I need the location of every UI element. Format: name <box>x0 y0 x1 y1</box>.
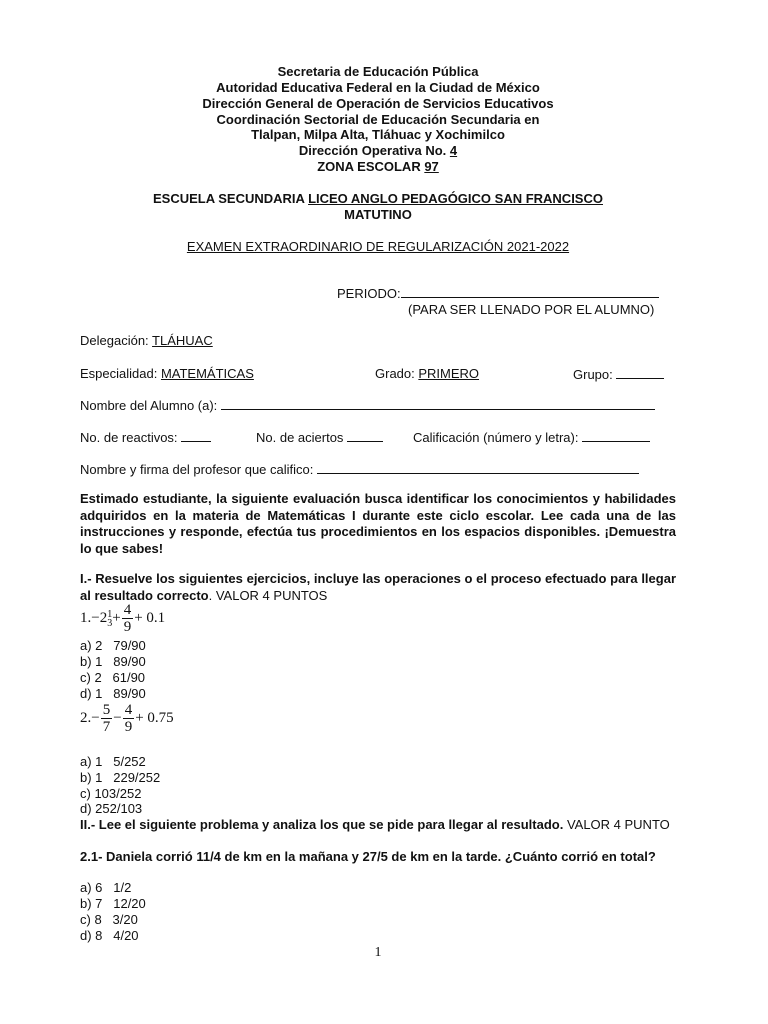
profesor-row <box>80 461 639 477</box>
school-prefix: ESCUELA SECUNDARIA <box>153 191 309 206</box>
intro-paragraph: Estimado estudiante, la siguiente evaluación busca identificar los conocimientos y habilidades adquiridos en la materia de Matemáticas I durante este ciclo escolar. Lee cada una de las instrucciones y responde, efectúa tus procedimientos en los espacios disponibles. ¡Demuestra lo que sabes! <box>80 491 676 556</box>
periodo-label: PERIODO: <box>337 286 401 301</box>
q21-option[interactable]: c) 8 3/20 <box>80 912 138 927</box>
especialidad-value: MATEMÁTICAS <box>160 366 254 381</box>
q1-prefix: 1.−2 <box>80 609 108 626</box>
school-line <box>0 191 756 206</box>
profesor-label: Nombre y firma del profesor que califico: <box>80 462 317 477</box>
q1-option[interactable]: b) 1 89/90 <box>80 654 146 669</box>
section-2-instructions <box>80 817 676 834</box>
q2-option[interactable]: d) 252/103 <box>80 801 143 816</box>
section-1-value: . VALOR 4 PUNTOS <box>208 587 328 603</box>
q1-fraction-den: 9 <box>123 619 132 635</box>
header-line-6 <box>0 143 756 158</box>
direccion-number: 4 <box>449 143 458 158</box>
q2-fraction-1-num: 5 <box>102 702 111 718</box>
section-1-instructions <box>80 571 676 604</box>
school-name: LICEO ANGLO PEDAGÓGICO SAN FRANCISCO <box>308 191 603 206</box>
q2-fraction-2 <box>123 702 135 735</box>
reactivos-row <box>80 429 211 445</box>
q1-mixed-num: 1 <box>107 608 113 620</box>
delegacion-value: TLÁHUAC <box>152 333 213 348</box>
alumno-label: Nombre del Alumno (a): <box>80 398 221 413</box>
header-line-7 <box>0 159 756 174</box>
grupo-input[interactable] <box>616 366 664 379</box>
header-line-5: Tlalpan, Milpa Alta, Tláhuac y Xochimilco <box>251 127 505 142</box>
grupo-row <box>573 366 664 382</box>
grado-row <box>375 366 479 381</box>
q1-fraction <box>122 602 134 635</box>
especialidad-label: Especialidad: <box>80 366 161 381</box>
q1-option[interactable]: c) 2 61/90 <box>80 670 146 685</box>
header-line-1: Secretaria de Educación Pública <box>277 64 479 79</box>
reactivos-label: No. de reactivos: <box>80 430 182 445</box>
q1-fraction-num: 4 <box>123 602 132 618</box>
profesor-input[interactable] <box>317 461 639 474</box>
delegacion-label: Delegación: <box>80 333 153 348</box>
header-line-3: Dirección General de Operación de Servicios Educativos <box>202 96 554 111</box>
reactivos-input[interactable] <box>181 429 211 442</box>
q2-fraction-1 <box>101 702 113 735</box>
aciertos-label: No. de aciertos <box>256 430 348 445</box>
q1-tail: + 0.1 <box>134 609 166 626</box>
section-2-value: VALOR 4 PUNTO <box>563 817 670 832</box>
aciertos-row <box>256 429 383 445</box>
periodo-input[interactable] <box>401 285 659 298</box>
question-2-expression <box>80 702 174 735</box>
page-number: 1 <box>374 945 382 960</box>
q1-mixed-den: 3 <box>107 617 113 629</box>
periodo-note: (PARA SER LLENADO POR EL ALUMNO) <box>408 302 655 317</box>
grado-value: PRIMERO <box>418 366 480 381</box>
calificacion-row <box>413 429 650 445</box>
alumno-row <box>80 397 655 413</box>
delegacion-row <box>80 333 213 348</box>
zona-label: ZONA ESCOLAR <box>317 159 425 174</box>
q2-option[interactable]: a) 1 5/252 <box>80 754 146 769</box>
direccion-label: Dirección Operativa No. <box>298 143 450 158</box>
header-line-2: Autoridad Educativa Federal en la Ciudad de México <box>216 80 540 95</box>
question-1-expression <box>80 602 165 635</box>
q2-prefix: 2.− <box>80 709 100 726</box>
alumno-input[interactable] <box>221 397 655 410</box>
q21-option[interactable]: d) 8 4/20 <box>80 928 139 943</box>
q2-fraction-1-den: 7 <box>102 719 111 735</box>
section-1-title: I.- Resuelve los siguientes ejercicios, incluye las operaciones o el proceso efectuado para llegar al resultado correcto <box>80 571 676 603</box>
zona-number: 97 <box>424 159 439 174</box>
grupo-label: Grupo: <box>573 367 617 382</box>
q2-tail: + 0.75 <box>135 709 174 726</box>
calificacion-input[interactable] <box>582 429 650 442</box>
section-2-title: II.- Lee el siguiente problema y analiza los que se pide para llegar al resultado. <box>80 817 564 832</box>
q2-minus: − <box>113 709 122 726</box>
q2-fraction-2-num: 4 <box>124 702 133 718</box>
q1-option[interactable]: d) 1 89/90 <box>80 686 146 701</box>
aciertos-input[interactable] <box>347 429 383 442</box>
q1-plus: + <box>112 609 121 626</box>
school-shift: MATUTINO <box>344 207 412 222</box>
q21-option[interactable]: a) 6 1/2 <box>80 880 132 895</box>
periodo-row <box>337 285 659 301</box>
calificacion-label: Calificación (número y letra): <box>413 430 583 445</box>
q1-option[interactable]: a) 2 79/90 <box>80 638 146 653</box>
q2-option[interactable]: b) 1 229/252 <box>80 770 161 785</box>
header-line-4: Coordinación Sectorial de Educación Secundaria en <box>216 112 540 127</box>
question-2-1-text: 2.1- Daniela corrió 11/4 de km en la mañana y 27/5 de km en la tarde. ¿Cuánto corrió en total? <box>80 849 656 864</box>
q21-option[interactable]: b) 7 12/20 <box>80 896 146 911</box>
q2-option[interactable]: c) 103/252 <box>80 786 142 801</box>
exam-title: EXAMEN EXTRAORDINARIO DE REGULARIZACIÓN 2021-2022 <box>186 239 570 254</box>
q2-fraction-2-den: 9 <box>124 719 133 735</box>
grado-label: Grado: <box>375 366 419 381</box>
especialidad-row <box>80 366 254 381</box>
